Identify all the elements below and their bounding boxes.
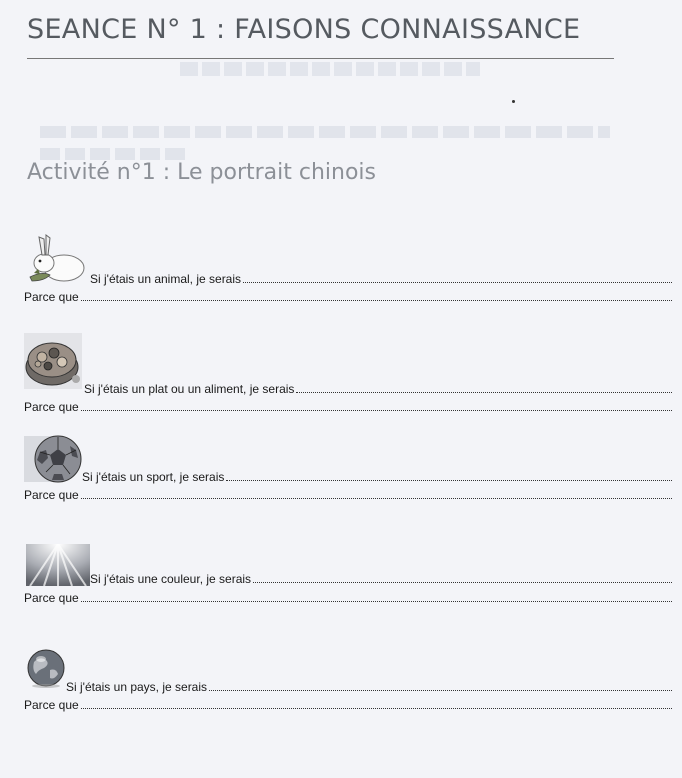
bleed-through-decoration — [40, 148, 190, 160]
because-label: Parce que — [24, 698, 79, 712]
globe-icon — [26, 648, 66, 688]
answer-blank[interactable] — [253, 582, 672, 583]
answer-blank[interactable] — [296, 392, 672, 393]
prompt-line[interactable] — [82, 470, 672, 484]
prompt-label: Si j'étais une couleur, je serais — [90, 572, 252, 586]
page-title: SEANCE N° 1 : FAISONS CONNAISSANCE — [27, 14, 581, 45]
answer-blank[interactable] — [81, 708, 672, 709]
prompt-line[interactable] — [66, 680, 672, 694]
activity-title: Activité n°1 : Le portrait chinois — [27, 160, 377, 185]
because-label: Parce que — [24, 591, 79, 605]
prompt-label: Si j'étais un plat ou un aliment, je serais — [84, 382, 295, 396]
prompt-line[interactable] — [90, 272, 672, 286]
answer-blank[interactable] — [226, 480, 672, 481]
prompt-line[interactable] — [84, 382, 672, 396]
because-line[interactable] — [24, 698, 672, 712]
answer-blank[interactable] — [81, 410, 672, 411]
because-label: Parce que — [24, 488, 79, 502]
color-rays-icon — [26, 544, 90, 586]
soccer-ball-icon — [24, 434, 82, 484]
answer-blank[interactable] — [81, 300, 672, 301]
stray-mark — [512, 100, 515, 103]
answer-blank[interactable] — [243, 282, 672, 283]
because-line[interactable] — [24, 400, 672, 414]
prompt-label: Si j'étais un animal, je serais — [90, 272, 242, 286]
answer-blank[interactable] — [209, 690, 672, 691]
food-dish-icon — [24, 333, 82, 389]
because-line[interactable] — [24, 290, 672, 304]
because-label: Parce que — [24, 400, 79, 414]
answer-blank[interactable] — [81, 601, 672, 602]
title-divider — [27, 58, 614, 59]
prompt-label: Si j'étais un sport, je serais — [82, 470, 225, 484]
answer-blank[interactable] — [81, 498, 672, 499]
rabbit-icon — [26, 233, 88, 285]
prompt-line[interactable] — [90, 572, 672, 586]
prompt-label: Si j'étais un pays, je serais — [66, 680, 208, 694]
bleed-through-decoration — [40, 126, 610, 138]
bleed-through-decoration — [180, 62, 480, 76]
because-label: Parce que — [24, 290, 79, 304]
because-line[interactable] — [24, 591, 672, 605]
because-line[interactable] — [24, 488, 672, 502]
